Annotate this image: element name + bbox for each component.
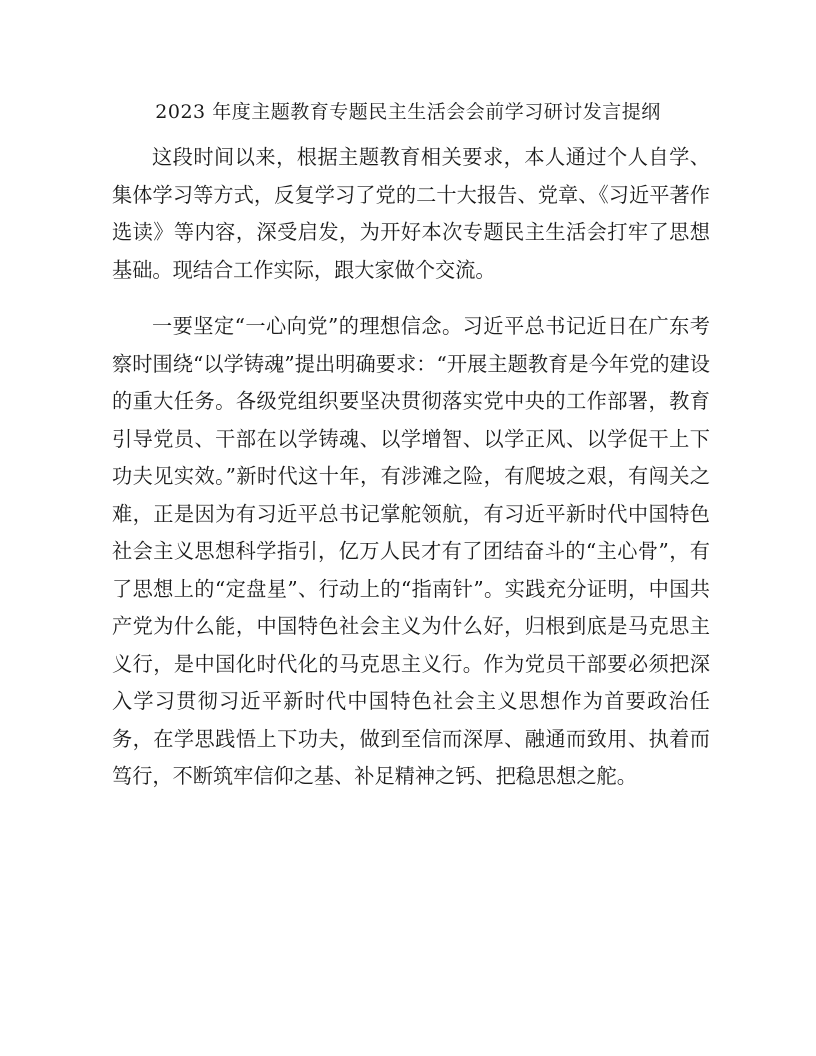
document-title: 2023 年度主题教育专题民主生活会会前学习研讨发言提纲	[155, 101, 661, 123]
paragraph-introduction: 这段时间以来，根据主题教育相关要求，本人通过个人自学、集体学习等方式，反复学习了党的二十大报告、党章、《习近平著作选读》等内容，深受启发，为开好本次专题民主生活会打牢了思想基础。现结合工作实际，跟大家做个交流。	[112, 145, 710, 282]
paragraph-first-point: 一要坚定“一心向党”的理想信念。习近平总书记近日在广东考察时围绕“以学铸魂”提出明确要求：“开展主题教育是今年党的建设的重大任务。各级党组织要坚决贯彻落实党中央的工作部署，教育引导党员、干部在以学铸魂、以学增智、以学正风、以学促干上下功夫见实效。”新时代这十年，有涉滩之险，有爬坡之艰，有闯关之难，正是因为有习近平总书记掌舵领航，有习近平新时代中国特色社会主义思想科学指引，亿万人民才有了团结奋斗的“主心骨”，有了思想上的“定盘星”、行动上的“指南针”。实践充分证明，中国共产党为什么能，中国特色社会主义为什么好，归根到底是马克思主义行，是中国化时代化的马克思主义行。作为党员干部要必须把深入学习贯彻习近平新时代中国特色社会主义思想作为首要政治任务，在学思践悟上下功夫，做到至信而深厚、融通而致用、执着而笃行，不断筑牢信仰之基、补足精神之钙、把稳思想之舵。	[112, 314, 710, 788]
